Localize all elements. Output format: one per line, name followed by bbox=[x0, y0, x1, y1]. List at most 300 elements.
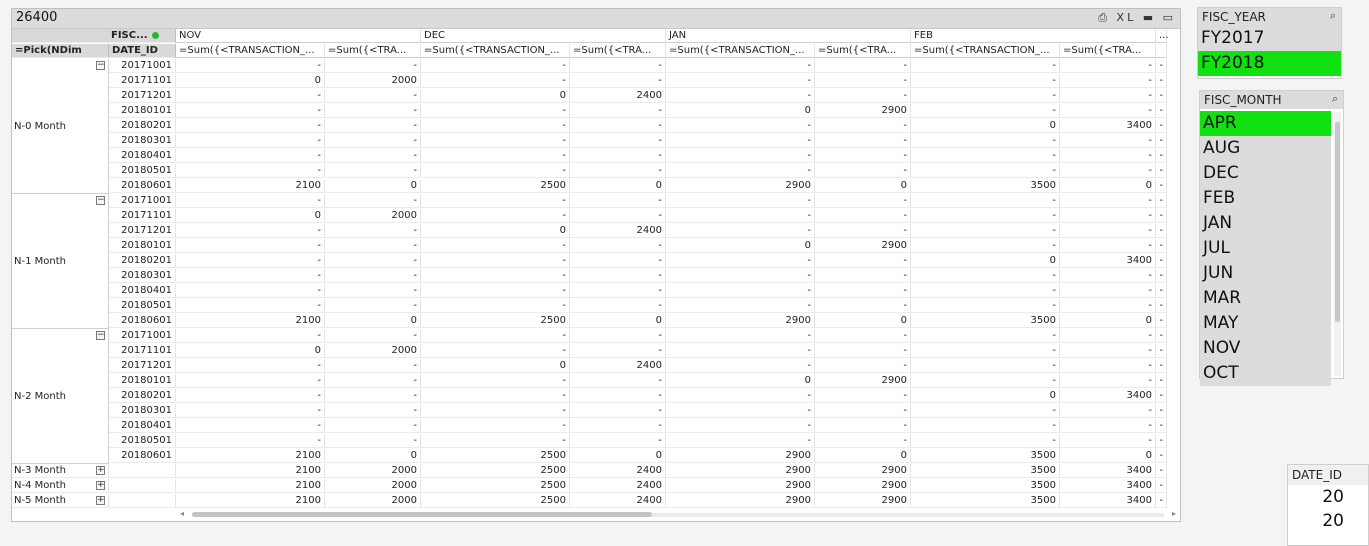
value-cell: - bbox=[570, 434, 666, 448]
date-id-cell[interactable]: 20180301 bbox=[109, 134, 176, 148]
value-cell: - bbox=[666, 194, 815, 208]
date-id-cell[interactable]: 20180501 bbox=[109, 299, 176, 313]
value-cell: 2500 bbox=[421, 314, 570, 328]
value-cell: - bbox=[911, 284, 1060, 298]
date-id-cell[interactable]: 20171001 bbox=[109, 59, 176, 73]
value-cell: - bbox=[666, 224, 815, 238]
date-id-cell bbox=[109, 494, 176, 508]
value-cell: - bbox=[570, 374, 666, 388]
date-id-cell[interactable]: 20180601 bbox=[109, 449, 176, 463]
value-cell: - bbox=[815, 134, 911, 148]
ndim-dimension-header[interactable]: =Pick(NDim bbox=[12, 44, 109, 58]
list-item[interactable]: APR bbox=[1200, 111, 1331, 136]
month-column-header[interactable]: NOV bbox=[176, 29, 421, 43]
dimension-group-cell[interactable]: N-4 Month bbox=[12, 479, 109, 493]
date-id-cell[interactable]: 20180601 bbox=[109, 179, 176, 193]
value-cell: - bbox=[911, 404, 1060, 418]
value-cell: - bbox=[815, 149, 911, 163]
value-cell: - bbox=[421, 344, 570, 358]
value-cell: - bbox=[1060, 209, 1156, 223]
value-cell: - bbox=[1060, 434, 1156, 448]
value-cell: - bbox=[1060, 194, 1156, 208]
date-id-cell[interactable]: 20180401 bbox=[109, 419, 176, 433]
value-cell: - bbox=[1060, 59, 1156, 73]
value-cell: 2900 bbox=[666, 449, 815, 463]
measure-column-header[interactable] bbox=[1156, 44, 1167, 58]
value-cell: - bbox=[325, 359, 421, 373]
value-cell: - bbox=[815, 344, 911, 358]
value-cell: 0 bbox=[421, 224, 570, 238]
month-column-header[interactable]: JAN bbox=[666, 29, 911, 43]
value-cell: - bbox=[1060, 299, 1156, 313]
value-cell: - bbox=[666, 404, 815, 418]
value-cell: - bbox=[176, 329, 325, 343]
value-cell: - bbox=[1156, 344, 1167, 358]
value-cell: - bbox=[176, 239, 325, 253]
value-cell: - bbox=[570, 404, 666, 418]
value-cell: - bbox=[325, 149, 421, 163]
value-cell: 0 bbox=[570, 449, 666, 463]
value-cell: - bbox=[1060, 344, 1156, 358]
list-item[interactable]: 20 bbox=[1322, 487, 1344, 507]
value-cell: - bbox=[570, 164, 666, 178]
value-cell: - bbox=[911, 419, 1060, 433]
expand-plus-icon[interactable]: + bbox=[97, 495, 105, 505]
value-cell: - bbox=[325, 374, 421, 388]
measure-column-header[interactable]: =Sum({<TRANSACTION_... bbox=[176, 44, 325, 58]
value-cell: - bbox=[421, 209, 570, 223]
value-cell: 0 bbox=[176, 344, 325, 358]
value-cell: 3400 bbox=[1060, 464, 1156, 478]
value-cell: - bbox=[421, 389, 570, 403]
value-cell: - bbox=[421, 239, 570, 253]
value-cell: 2100 bbox=[176, 464, 325, 478]
value-cell: 2900 bbox=[815, 479, 911, 493]
date-id-cell[interactable]: 20180501 bbox=[109, 164, 176, 178]
value-cell: - bbox=[1156, 284, 1167, 298]
value-cell: - bbox=[570, 239, 666, 253]
table-row bbox=[12, 329, 1167, 344]
date-id-cell[interactable]: 20180101 bbox=[109, 239, 176, 253]
value-cell: - bbox=[666, 359, 815, 373]
value-cell: 3400 bbox=[1060, 389, 1156, 403]
table-row bbox=[12, 404, 1167, 419]
table-row bbox=[12, 374, 1167, 389]
value-cell: - bbox=[1060, 419, 1156, 433]
value-cell: 2900 bbox=[666, 179, 815, 193]
scroll-right-icon[interactable]: ▸ bbox=[1171, 509, 1176, 518]
value-cell: 2400 bbox=[570, 464, 666, 478]
value-cell: - bbox=[1156, 59, 1167, 73]
value-cell: - bbox=[176, 419, 325, 433]
value-cell: - bbox=[666, 254, 815, 268]
date-id-cell[interactable]: 20180401 bbox=[109, 284, 176, 298]
list-item[interactable]: OCT bbox=[1200, 361, 1331, 386]
value-cell: 0 bbox=[911, 254, 1060, 268]
value-cell: - bbox=[570, 329, 666, 343]
value-cell: - bbox=[911, 359, 1060, 373]
horizontal-scrollbar[interactable] bbox=[180, 509, 1176, 520]
value-cell: - bbox=[325, 404, 421, 418]
value-cell: - bbox=[176, 104, 325, 118]
value-cell: - bbox=[1060, 104, 1156, 118]
search-icon[interactable]: ⌕ bbox=[1329, 9, 1336, 22]
value-cell: - bbox=[815, 434, 911, 448]
value-cell: - bbox=[1156, 194, 1167, 208]
month-column-header[interactable]: ... bbox=[1156, 29, 1167, 43]
value-cell: - bbox=[1060, 374, 1156, 388]
search-icon[interactable]: ⌕ bbox=[1331, 92, 1338, 105]
scrollbar-thumb[interactable] bbox=[1335, 122, 1340, 322]
value-cell: 0 bbox=[1060, 314, 1156, 328]
value-cell: - bbox=[911, 104, 1060, 118]
dimension-group-cell[interactable]: N-1 Month bbox=[12, 194, 109, 329]
measure-column-header[interactable]: =Sum({<TRA... bbox=[1060, 44, 1156, 58]
value-cell: 0 bbox=[666, 104, 815, 118]
value-cell: - bbox=[570, 419, 666, 433]
value-cell: - bbox=[421, 419, 570, 433]
value-cell: - bbox=[911, 374, 1060, 388]
value-cell: 3500 bbox=[911, 314, 1060, 328]
value-cell: 0 bbox=[421, 359, 570, 373]
table-row bbox=[12, 464, 1167, 479]
value-cell: - bbox=[666, 209, 815, 223]
value-cell: - bbox=[911, 209, 1060, 223]
value-cell: - bbox=[911, 164, 1060, 178]
date-id-cell[interactable]: 20180301 bbox=[109, 269, 176, 283]
table-row bbox=[12, 344, 1167, 359]
value-cell: - bbox=[666, 134, 815, 148]
value-cell: 3500 bbox=[911, 464, 1060, 478]
value-cell: - bbox=[911, 194, 1060, 208]
value-cell: 2500 bbox=[421, 464, 570, 478]
table-row bbox=[12, 314, 1167, 329]
value-cell: - bbox=[1156, 224, 1167, 238]
object-caption[interactable] bbox=[12, 9, 1180, 29]
value-cell: - bbox=[911, 89, 1060, 103]
value-cell: - bbox=[911, 149, 1060, 163]
object-title: 26400 bbox=[16, 10, 58, 25]
value-cell: 2400 bbox=[570, 89, 666, 103]
scroll-left-icon[interactable]: ◂ bbox=[180, 509, 185, 518]
date-id-cell[interactable]: 20171101 bbox=[109, 74, 176, 88]
value-cell: - bbox=[911, 434, 1060, 448]
date-id-cell[interactable]: 20180201 bbox=[109, 254, 176, 268]
value-cell: - bbox=[421, 269, 570, 283]
value-cell: - bbox=[911, 344, 1060, 358]
value-cell: - bbox=[666, 269, 815, 283]
value-cell: - bbox=[815, 299, 911, 313]
value-cell: 2900 bbox=[666, 314, 815, 328]
list-item[interactable]: MAR bbox=[1200, 286, 1331, 311]
dimension-group-cell[interactable]: N-3 Month bbox=[12, 464, 109, 478]
vertical-scrollbar[interactable] bbox=[1334, 112, 1341, 376]
date-id-cell[interactable]: 20171001 bbox=[109, 194, 176, 208]
value-cell: - bbox=[1156, 479, 1167, 493]
value-cell: - bbox=[1156, 119, 1167, 133]
list-item[interactable]: JUN bbox=[1200, 261, 1331, 286]
table-row bbox=[12, 479, 1167, 494]
value-cell: 0 bbox=[1060, 179, 1156, 193]
value-cell: - bbox=[176, 404, 325, 418]
value-cell: - bbox=[1156, 389, 1167, 403]
list-item[interactable]: DEC bbox=[1200, 161, 1331, 186]
date-id-cell[interactable]: 20180301 bbox=[109, 404, 176, 418]
value-cell: - bbox=[1156, 329, 1167, 343]
table-row bbox=[12, 224, 1167, 239]
value-cell: - bbox=[1156, 239, 1167, 253]
value-cell: - bbox=[325, 269, 421, 283]
value-cell: 3500 bbox=[911, 479, 1060, 493]
value-cell: - bbox=[325, 434, 421, 448]
month-column-header[interactable]: FEB bbox=[911, 29, 1156, 43]
list-item[interactable]: JAN bbox=[1200, 211, 1331, 236]
listbox-title: DATE_ID bbox=[1292, 468, 1342, 482]
listbox-items bbox=[1200, 111, 1331, 386]
fisc-month-header[interactable]: FISC... bbox=[12, 29, 176, 43]
value-cell: - bbox=[1060, 284, 1156, 298]
date-id-cell[interactable]: 20180201 bbox=[109, 119, 176, 133]
value-cell: - bbox=[1156, 449, 1167, 463]
date-id-cell[interactable]: 20171101 bbox=[109, 344, 176, 358]
expand-plus-icon[interactable]: + bbox=[97, 465, 105, 475]
measure-column-header[interactable]: =Sum({<TRA... bbox=[570, 44, 666, 58]
month-column-header[interactable]: DEC bbox=[421, 29, 666, 43]
value-cell: 0 bbox=[1060, 449, 1156, 463]
value-cell: - bbox=[815, 404, 911, 418]
value-cell: - bbox=[911, 74, 1060, 88]
value-cell: - bbox=[570, 59, 666, 73]
value-cell: - bbox=[176, 374, 325, 388]
value-cell: 0 bbox=[815, 179, 911, 193]
date-id-cell[interactable]: 20180201 bbox=[109, 389, 176, 403]
collapse-minus-icon[interactable]: − bbox=[97, 60, 105, 70]
value-cell: 0 bbox=[570, 179, 666, 193]
list-item[interactable]: FY2017 bbox=[1198, 26, 1341, 51]
scrollbar-thumb[interactable] bbox=[192, 512, 652, 517]
value-cell: 0 bbox=[421, 89, 570, 103]
measure-column-header[interactable]: =Sum({<TRA... bbox=[815, 44, 911, 58]
value-cell: - bbox=[1060, 269, 1156, 283]
value-cell: - bbox=[570, 209, 666, 223]
value-cell: 3500 bbox=[911, 179, 1060, 193]
value-cell: 0 bbox=[325, 179, 421, 193]
value-cell: - bbox=[570, 134, 666, 148]
listbox-title: FISC_MONTH bbox=[1204, 93, 1282, 107]
value-cell: - bbox=[176, 224, 325, 238]
table-row bbox=[12, 74, 1167, 89]
value-cell: - bbox=[570, 284, 666, 298]
value-cell: 2000 bbox=[325, 479, 421, 493]
list-item[interactable]: FY2018 bbox=[1198, 51, 1341, 76]
dimension-group-cell[interactable]: N-0 Month bbox=[12, 59, 109, 194]
collapse-minus-icon[interactable]: − bbox=[97, 330, 105, 340]
value-cell: - bbox=[570, 149, 666, 163]
list-item[interactable]: NOV bbox=[1200, 336, 1331, 361]
expand-plus-icon[interactable]: + bbox=[97, 480, 105, 490]
value-cell: - bbox=[1060, 359, 1156, 373]
value-cell: 2400 bbox=[570, 359, 666, 373]
value-cell: - bbox=[815, 284, 911, 298]
value-cell: - bbox=[666, 389, 815, 403]
value-cell: - bbox=[1156, 254, 1167, 268]
value-cell: 2900 bbox=[815, 464, 911, 478]
value-cell: - bbox=[666, 419, 815, 433]
value-cell: - bbox=[570, 389, 666, 403]
value-cell: - bbox=[815, 209, 911, 223]
value-cell: 3500 bbox=[911, 449, 1060, 463]
value-cell: - bbox=[421, 254, 570, 268]
table-row bbox=[12, 194, 1167, 209]
value-cell: 2400 bbox=[570, 479, 666, 493]
table-row bbox=[12, 89, 1167, 104]
listbox-caption bbox=[1200, 91, 1343, 109]
value-cell: - bbox=[1060, 404, 1156, 418]
value-cell: - bbox=[421, 374, 570, 388]
value-cell: - bbox=[1156, 149, 1167, 163]
listbox-caption bbox=[1198, 8, 1341, 26]
pivot-table-object bbox=[11, 8, 1181, 522]
value-cell: - bbox=[815, 254, 911, 268]
date-id-cell[interactable]: 20180501 bbox=[109, 434, 176, 448]
value-cell: 2100 bbox=[176, 314, 325, 328]
dimension-group-cell[interactable]: N-5 Month bbox=[12, 494, 109, 508]
measure-column-header[interactable]: =Sum({<TRA... bbox=[325, 44, 421, 58]
value-cell: - bbox=[176, 149, 325, 163]
list-item[interactable]: 20 bbox=[1322, 511, 1344, 531]
value-cell: - bbox=[1156, 434, 1167, 448]
value-cell: - bbox=[666, 284, 815, 298]
value-cell: 2400 bbox=[570, 494, 666, 508]
value-cell: - bbox=[666, 119, 815, 133]
date-id-cell[interactable]: 20180101 bbox=[109, 104, 176, 118]
value-cell: 2400 bbox=[570, 224, 666, 238]
value-cell: 2900 bbox=[815, 374, 911, 388]
value-cell: - bbox=[325, 389, 421, 403]
value-cell: 2900 bbox=[815, 494, 911, 508]
value-cell: - bbox=[1156, 404, 1167, 418]
listbox-caption bbox=[1288, 465, 1368, 485]
list-item[interactable]: AUG bbox=[1200, 136, 1331, 161]
value-cell: 2900 bbox=[815, 239, 911, 253]
value-cell: - bbox=[421, 74, 570, 88]
date-id-cell[interactable]: 20180101 bbox=[109, 374, 176, 388]
value-cell: - bbox=[176, 194, 325, 208]
value-cell: - bbox=[666, 149, 815, 163]
value-cell: - bbox=[176, 299, 325, 313]
value-cell: 0 bbox=[325, 449, 421, 463]
value-cell: - bbox=[570, 194, 666, 208]
value-cell: 2900 bbox=[666, 479, 815, 493]
measure-column-header[interactable]: =Sum({<TRANSACTION_... bbox=[911, 44, 1060, 58]
value-cell: 0 bbox=[815, 314, 911, 328]
measure-column-header[interactable]: =Sum({<TRANSACTION_... bbox=[421, 44, 570, 58]
value-cell: - bbox=[666, 299, 815, 313]
value-cell: 2900 bbox=[815, 104, 911, 118]
value-cell: - bbox=[911, 299, 1060, 313]
table-row bbox=[12, 164, 1167, 179]
value-cell: - bbox=[421, 434, 570, 448]
value-cell: - bbox=[176, 254, 325, 268]
value-cell: - bbox=[325, 104, 421, 118]
value-cell: - bbox=[325, 329, 421, 343]
value-cell: - bbox=[1156, 494, 1167, 508]
value-cell: - bbox=[1156, 359, 1167, 373]
table-row bbox=[12, 434, 1167, 449]
list-item[interactable]: FEB bbox=[1200, 186, 1331, 211]
value-cell: - bbox=[325, 419, 421, 433]
value-cell: - bbox=[1156, 464, 1167, 478]
value-cell: 0 bbox=[325, 314, 421, 328]
date-id-cell[interactable]: 20171001 bbox=[109, 329, 176, 343]
value-cell: - bbox=[1156, 419, 1167, 433]
value-cell: - bbox=[1060, 164, 1156, 178]
date-id-cell[interactable]: 20171101 bbox=[109, 209, 176, 223]
value-cell: - bbox=[1156, 209, 1167, 223]
value-cell: - bbox=[1060, 239, 1156, 253]
value-cell: - bbox=[815, 269, 911, 283]
value-cell: - bbox=[815, 419, 911, 433]
value-cell: 2900 bbox=[666, 494, 815, 508]
date-id-cell[interactable]: 20180401 bbox=[109, 149, 176, 163]
value-cell: - bbox=[176, 59, 325, 73]
value-cell: - bbox=[421, 134, 570, 148]
value-cell: - bbox=[325, 254, 421, 268]
table-row bbox=[12, 254, 1167, 269]
value-cell: - bbox=[1156, 314, 1167, 328]
value-cell: 0 bbox=[176, 209, 325, 223]
date-id-header[interactable]: DATE_ID bbox=[109, 44, 176, 58]
caption-icons[interactable]: ⎙ XL ▬ ▭ bbox=[1098, 11, 1176, 24]
date-id-cell[interactable]: 20180601 bbox=[109, 314, 176, 328]
value-cell: - bbox=[1060, 74, 1156, 88]
value-cell: 3400 bbox=[1060, 494, 1156, 508]
value-cell: - bbox=[815, 389, 911, 403]
list-item[interactable]: JUL bbox=[1200, 236, 1331, 261]
date-id-cell[interactable]: 20171201 bbox=[109, 89, 176, 103]
value-cell: - bbox=[1060, 149, 1156, 163]
value-cell: - bbox=[815, 164, 911, 178]
value-cell: - bbox=[666, 59, 815, 73]
value-cell: 2000 bbox=[325, 74, 421, 88]
value-cell: - bbox=[666, 89, 815, 103]
listbox-items bbox=[1198, 26, 1341, 76]
value-cell: - bbox=[911, 239, 1060, 253]
value-cell: - bbox=[1156, 134, 1167, 148]
table-row bbox=[12, 359, 1167, 374]
list-item[interactable]: MAY bbox=[1200, 311, 1331, 336]
value-cell: - bbox=[325, 164, 421, 178]
table-row bbox=[12, 209, 1167, 224]
value-cell: - bbox=[666, 329, 815, 343]
dimension-group-cell[interactable]: N-2 Month bbox=[12, 329, 109, 464]
date-id-cell[interactable]: 20171201 bbox=[109, 359, 176, 373]
collapse-minus-icon[interactable]: − bbox=[97, 195, 105, 205]
value-cell: - bbox=[570, 269, 666, 283]
header-row-months bbox=[12, 29, 1167, 44]
value-cell: - bbox=[570, 299, 666, 313]
value-cell: - bbox=[421, 119, 570, 133]
measure-column-header[interactable]: =Sum({<TRANSACTION_... bbox=[666, 44, 815, 58]
value-cell: 0 bbox=[666, 374, 815, 388]
value-cell: - bbox=[570, 254, 666, 268]
value-cell: - bbox=[666, 164, 815, 178]
table-row bbox=[12, 119, 1167, 134]
value-cell: - bbox=[1156, 179, 1167, 193]
value-cell: - bbox=[1156, 269, 1167, 283]
value-cell: 0 bbox=[911, 389, 1060, 403]
date-id-cell[interactable]: 20171201 bbox=[109, 224, 176, 238]
